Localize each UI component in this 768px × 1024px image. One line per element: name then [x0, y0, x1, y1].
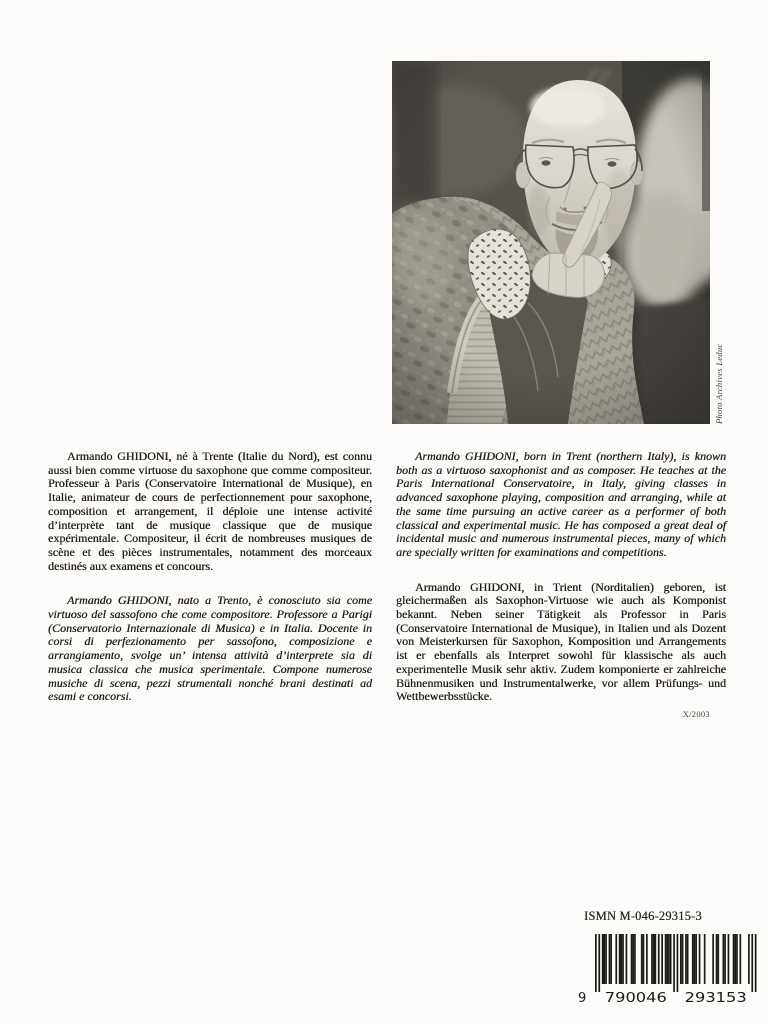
bio-french: Armando GHIDONI, né à Trente (Italie du Nord), est connu aussi bien comme virtuose du saxophone que comme compositeur. Professeur à Paris (Conservatoire International de Musique), en Italie, animateur de cours de perfectionnement pour saxophone, composition et arrangement, il déploie une intense activité d’interprète tant de musique classique que de musique expérimentale. Compositeur, il écrit de nombreuses musiques de scène et des pièces instrumentales, notamment des morceaux destinés aux examens et concours. [48, 449, 372, 573]
ismn-number: ISMN M-046-29315-3 [584, 909, 702, 923]
bio-italian: Armando GHIDONI, nato a Trento, è conosciuto sia come virtuoso del sassofono che come compositore. Professore a Parigi (Conservatorio Internazionale di Musica) e in Italia. Docente in corsi di perfezionamento per sassofono, composizione e arrangiamento, svolge un’ intensa attività d’interprete sia di musica classica che musica sperimentale. Compone numerose musiche di scena, pezzi strumentali nonché brani destinati ad esami e concorsi. [48, 593, 372, 704]
ean-barcode-graphic [576, 934, 760, 1006]
photo-credit: Photo Archives Leduc [714, 343, 724, 424]
portrait-photo-illustration [392, 61, 710, 424]
bio-german: Armando GHIDONI, in Trient (Norditalien) geboren, ist gleichermaßen als Saxophon-Virtuose wie auch als Komponist bekannt. Neben seiner Tätigkeit als Professor in Paris (Conservatoire International de Musique), in Italien und als Dozent von Meisterkursen für Saxophon, Komposition und Arrangements ist er ebenfalls als Interpret sowohl für klassische als auch experimentelle Musik sehr aktiv. Zudem komponierte er zahlreiche Bühnenmusiken und Instrumentalwerke, vor allem Prüfungs- und Wettbewerbsstücke. [396, 579, 726, 704]
bio-column-left [48, 450, 372, 704]
svg-text:9: 9 [578, 991, 587, 1006]
svg-text:790046: 790046 [604, 991, 667, 1006]
ean-barcode [576, 934, 760, 1006]
plate-reference: X/2003 [682, 708, 710, 719]
bio-column-right [396, 450, 726, 719]
svg-text:293153: 293153 [684, 991, 747, 1006]
bio-english: Armando GHIDONI, born in Trent (northern Italy), is known both as a virtuoso saxophonist and as composer. He teaches at the Paris International Conservatoire, in Italy, giving classes in advanced saxophone playing, composition and arranging, while at the same time pursuing an active career as a performer of both classical and experimental music. He has composed a great deal of incidental music and numerous instrumental pieces, many of which are specially written for examinations and competitions. [396, 449, 726, 559]
portrait-photo [392, 61, 710, 424]
